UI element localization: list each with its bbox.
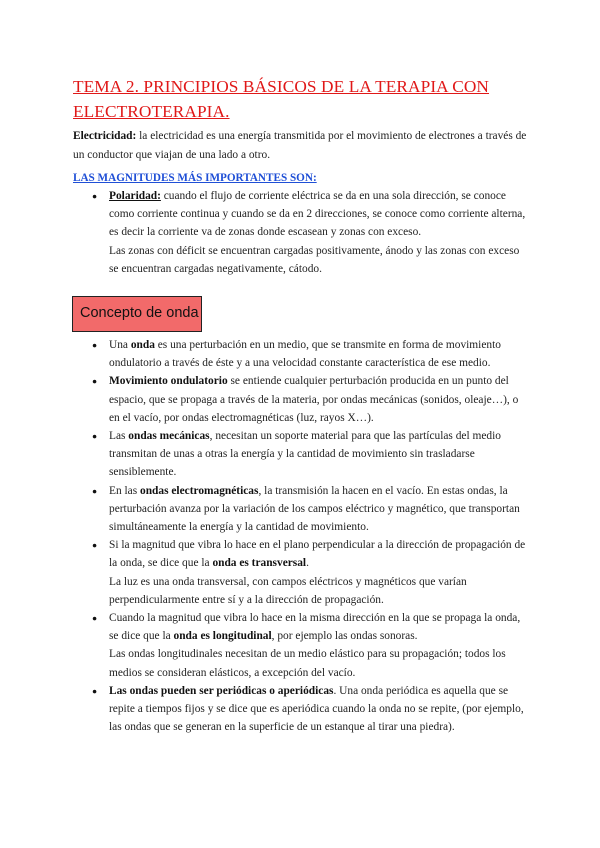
item-term: ondas electromagnéticas <box>140 484 259 497</box>
list-item <box>90 609 530 682</box>
item-extra: La luz es una onda transversal, con campos eléctricos y magnéticos que varían perpendicularmente entre sí y a la dirección de propagación. <box>109 575 467 606</box>
magnitudes-heading: LAS MAGNITUDES MÁS IMPORTANTES SON: <box>73 172 317 184</box>
concept-box: Concepto de onda <box>72 296 202 332</box>
list-item-polaridad <box>90 187 530 278</box>
list-item <box>90 536 530 609</box>
item-text: Las <box>109 430 129 443</box>
item-text: Una <box>109 339 131 351</box>
polaridad-extra: Las zonas con déficit se encuentran cargadas positivamente, ánodo y las zonas con exceso se encuentran cargadas negativamente, cátodo. <box>109 244 520 275</box>
item-term: onda es longitudinal <box>173 630 272 643</box>
item-text: , por ejemplo las ondas sonoras. <box>271 630 418 643</box>
item-text: es una perturbación en un medio, que se transmite en forma de movimiento ondulatorio a través de éste y a una velocidad constante característica de ese medio. <box>109 339 501 370</box>
list-item <box>90 372 530 427</box>
definition-text: la electricidad es una energía transmitida por el movimiento de electrones a través de un conductor que viajan de una lado a otro. <box>73 130 527 161</box>
electricity-definition <box>73 127 533 165</box>
item-text: Si la magnitud que vibra lo hace en el plano perpendicular a la dirección de propagación de la onda, se dice que la <box>109 539 526 570</box>
item-text: , la transmisión la hacen en el vacío. En estas ondas, la perturbación avanza por la variación de los campos eléctrico y magnético, que transportan simultáneamente la energía y la cantidad de movimiento. <box>109 484 520 534</box>
item-text: se entiende cualquier perturbación producida en un punto del espacio, que se propaga a través de la materia, por ondas mecánicas (sonidos, oleaje…), o en el vacío, por ondas electromagnéticas (luz, rayos X…). <box>109 375 519 424</box>
item-text: Cuando la magnitud que vibra lo hace en la misma dirección en la que se propaga la onda, se dice que la <box>109 612 521 643</box>
document-title: TEMA 2. PRINCIPIOS BÁSICOS DE LA TERAPIA CON ELECTROTERAPIA. <box>73 77 490 121</box>
list-item <box>90 682 530 737</box>
item-extra: Las ondas longitudinales necesitan de un medio elástico para su propagación; todos los medios se consideran elásticos, a excepción del vacío. <box>109 648 506 679</box>
item-text: . Una onda periódica es aquella que se repite a tiempos fijos y se dice que es aperiódica cuando la onda no se repite, (por ejemplo, las ondas que se generan en la superficie de un estanque al tirar una piedra). <box>109 684 524 734</box>
magnitudes-list <box>90 187 530 278</box>
item-term: onda es transversal <box>212 557 307 570</box>
list-item <box>90 482 530 537</box>
item-text: En las <box>109 484 141 497</box>
item-text: , necesitan un soporte material para que las partículas del medio transmitan de unas a otras la energía y la cantidad de movimiento sin trasladarse sensiblemente. <box>109 430 501 479</box>
list-item <box>90 336 530 372</box>
definition-term: Electricidad: <box>73 130 137 142</box>
item-term: Las ondas pueden ser periódicas o aperiódicas <box>109 684 334 697</box>
polaridad-text: cuando el flujo de corriente eléctrica se da en una sola dirección, se conoce como corriente continua y cuando se da en 2 direcciones, se conoce como corriente alterna, es decir la corriente va de zonas donde escasean y zonas con exceso. <box>109 190 526 239</box>
item-term: onda <box>130 339 155 351</box>
list-item <box>90 427 530 482</box>
item-term: Movimiento ondulatorio <box>109 375 228 388</box>
item-text: . <box>306 557 309 570</box>
item-term: ondas mecánicas <box>128 430 210 443</box>
polaridad-term: Polaridad: <box>109 190 161 202</box>
wave-concepts-list <box>90 336 530 736</box>
